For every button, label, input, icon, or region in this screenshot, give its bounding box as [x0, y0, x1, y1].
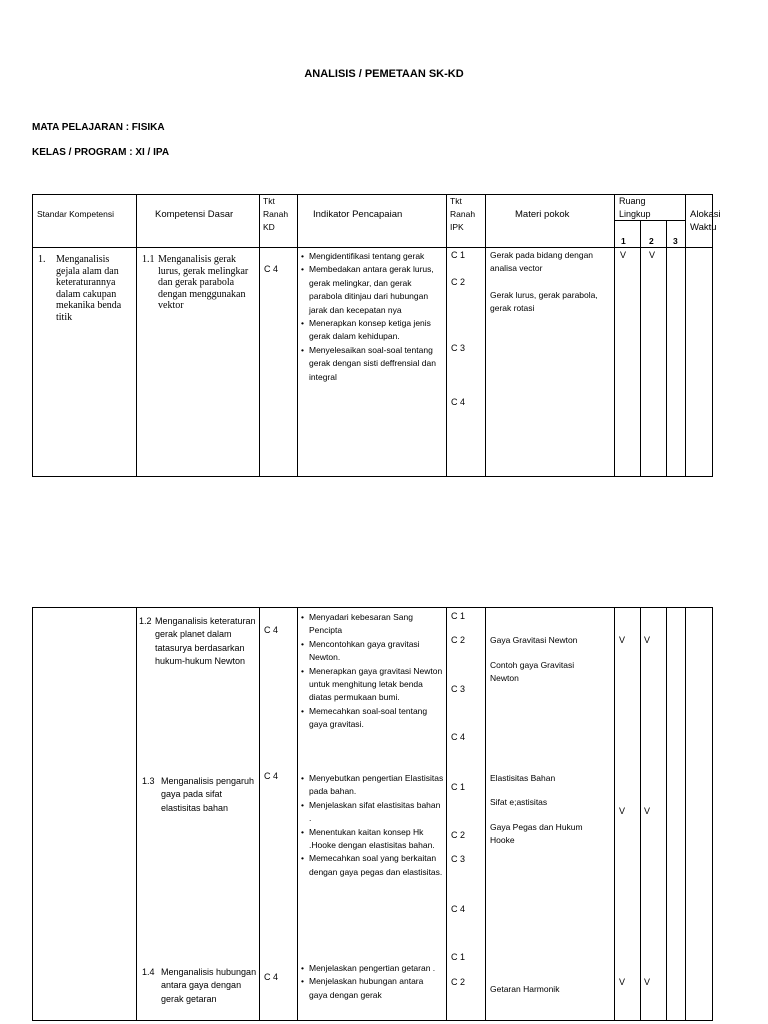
ipk-level: C 2	[451, 977, 466, 987]
indikator-list	[300, 611, 444, 732]
materi-item: Gaya Gravitasi Newton	[490, 635, 578, 645]
sk-number: 1.	[38, 254, 46, 265]
indikator-list	[300, 250, 444, 384]
ruang-check: V	[644, 977, 651, 987]
document-title: ANALISIS / PEMETAAN SK-KD	[304, 68, 464, 80]
header-tkt-ranah-kd: Tkt Ranah KD	[263, 196, 289, 232]
ipk-level: C 4	[451, 397, 466, 407]
ipk-level: C 3	[451, 343, 466, 353]
list-item: • Menjelaskan pengertian getaran .	[300, 962, 444, 975]
materi-item: Getaran Harmonik	[490, 984, 560, 994]
ruang-check: V	[649, 250, 656, 260]
header-standar-kompetensi: Standar Kompetensi	[37, 209, 115, 219]
kd-text: Menganalisis keteraturan gerak planet dalam tatasurya berdasarkan hukum-hukum Newton	[155, 616, 256, 667]
sk-text: Menganalisis gejala alam dan keteraturannya dalam cakupan mekanika benda titik	[56, 254, 122, 323]
list-item: • Menentukan kaitan konsep Hk .Hooke dengan elastisitas bahan.	[300, 826, 444, 853]
list-item: • Membedakan antara gerak lurus, gerak melingkar, dan gerak parabola ditinjau dari hubungan jarak dan kecepatan nya	[300, 263, 444, 317]
ruang-check: V	[620, 250, 627, 260]
ipk-level: C 1	[451, 250, 466, 260]
header-materi-pokok: Materi pokok	[515, 209, 570, 220]
kd-text: Menganalisis gerak lurus, gerak melingkar dan gerak parabola dengan menggunakan vektor	[158, 254, 249, 311]
kd-text: Menganalisis hubungan antara gaya dengan gerak getaran	[161, 967, 257, 1004]
kelas-program: KELAS / PROGRAM : XI / IPA	[32, 147, 170, 158]
ipk-level: C 1	[451, 782, 466, 792]
ipk-level: C 2	[451, 635, 466, 645]
materi-item: Gerak lurus, gerak parabola, gerak rotasi	[490, 290, 598, 314]
kd-number: 1.1	[142, 254, 155, 265]
kd-number: 1.2	[139, 616, 152, 626]
header-alokasi-waktu: Alokasi Waktu	[690, 209, 721, 233]
kd-text: Menganalisis pengaruh gaya pada sifat elastisitas bahan	[161, 776, 255, 813]
tkt-kd: C 4	[264, 771, 279, 781]
header-tkt-ranah-ipk: Tkt Ranah IPK	[450, 196, 476, 232]
ipk-level: C 1	[451, 611, 466, 621]
list-item: • Menjelaskan sifat elastisitas bahan .	[300, 799, 444, 826]
tkt-kd: C 4	[264, 625, 279, 635]
list-item: • Menyelesaikan soal-soal tentang gerak dengan sisti deffrensial dan integral	[300, 344, 444, 384]
ipk-level: C 3	[451, 854, 466, 864]
header-ruang-col-3: 3	[673, 236, 678, 246]
ruang-check: V	[644, 806, 651, 816]
mata-pelajaran: MATA PELAJARAN : FISIKA	[32, 122, 165, 133]
ipk-level: C 1	[451, 952, 466, 962]
ipk-level: C 3	[451, 684, 466, 694]
header-ruang-col-2: 2	[649, 236, 654, 246]
tkt-kd: C 4	[264, 264, 279, 274]
header-indikator-pencapaian: Indikator Pencapaian	[313, 209, 403, 220]
indikator-list	[300, 772, 444, 879]
tkt-kd: C 4	[264, 972, 279, 982]
list-item: • Memecahkan soal yang berkaitan dengan gaya pegas dan elastisitas.	[300, 852, 444, 879]
ipk-level: C 2	[451, 830, 466, 840]
list-item: • Memecahkan soal-soal tentang gaya gravitasi.	[300, 705, 444, 732]
ruang-check: V	[619, 977, 626, 987]
ipk-level: C 2	[451, 277, 466, 287]
list-item: • Mengidentifikasi tentang gerak	[300, 250, 444, 263]
ruang-check: V	[619, 806, 626, 816]
kd-number: 1.3	[142, 776, 155, 786]
materi-item: Contoh gaya Gravitasi Newton	[490, 660, 575, 684]
list-item: • Menerapkan gaya gravitasi Newton untuk menghitung letak benda diatas permukaan bumi.	[300, 665, 444, 705]
kd-number: 1.4	[142, 967, 155, 977]
header-ruang-col-1: 1	[621, 236, 626, 246]
materi-item: Elastisitas Bahan	[490, 773, 556, 783]
list-item: • Mencontohkan gaya gravitasi Newton.	[300, 638, 444, 665]
ipk-level: C 4	[451, 904, 466, 914]
list-item: • Menyadari kebesaran Sang Pencipta	[300, 611, 444, 638]
indikator-list	[300, 962, 444, 1002]
ruang-check: V	[644, 635, 651, 645]
materi-item: Sifat e;astisitas	[490, 797, 548, 807]
list-item: • Menerapkan konsep ketiga jenis gerak dalam kehidupan.	[300, 317, 444, 344]
ipk-level: C 4	[451, 732, 466, 742]
list-item: • Menjelaskan hubungan antara gaya dengan gerak	[300, 975, 444, 1002]
ruang-check: V	[619, 635, 626, 645]
materi-item: Gaya Pegas dan Hukum Hooke	[490, 822, 583, 846]
list-item: • Menyebutkan pengertian Elastisitas pada bahan.	[300, 772, 444, 799]
header-kompetensi-dasar: Kompetensi Dasar	[155, 209, 234, 220]
header-ruang-lingkup: Ruang Lingkup	[619, 196, 651, 219]
materi-item: Gerak pada bidang dengan analisa vector	[490, 250, 594, 274]
